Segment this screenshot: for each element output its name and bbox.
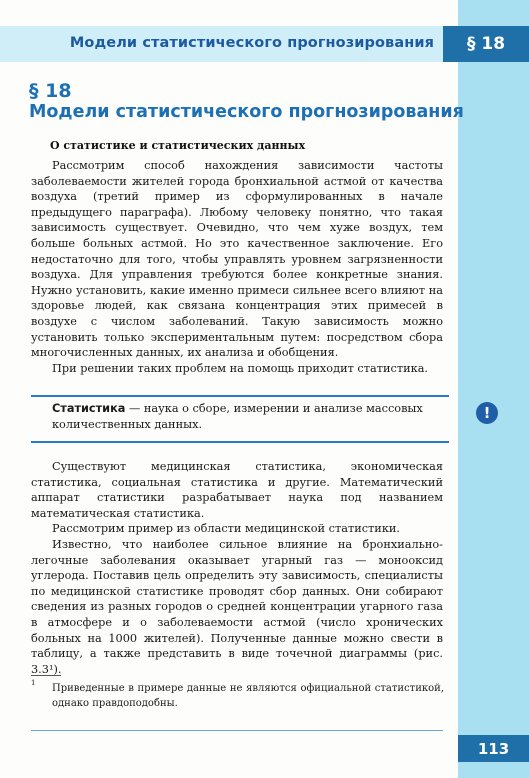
exclamation-icon: ! — [476, 402, 498, 424]
definition-text: — наука о сборе, измерении и анализе массовых количественных данных. — [52, 402, 423, 431]
paragraph: Известно, что наиболее сильное влияние на бронхиально-легочные заболевания оказывает угарный газ — монооксид углерода. Поставив цель определить эту зависимость, специалисты по медицинской статистике проводят сбор данных. Они собирают сведения из разных городов о средней концентрации угарного газа в атмосфере и о заболеваемости астмой (число хронических больных на 1000 жителей). Полученные данные можно свести в таблицу, а также представить в виде точечной диаграммы (рис. 3.3¹). — [31, 537, 443, 676]
paragraph: Рассмотрим способ нахождения зависимости частоты заболеваемости жителей города бронхиальной астмой от качества воздуха (третий пример из сформулированных в начале предыдущего параграфа). Любому человеку понятно, что такая зависимость существует. Очевидно, что чем хуже воздух, тем больше больных астмой. Но это качественное заключение. Его недостаточно для того, чтобы управлять уровнем загрязненности воздуха. Для управления требуются более конкретные знания. Нужно установить, какие именно примеси сильнее всего влияют на здоровье людей, как связана концентрация этих примесей в воздухе с числом заболеваний. Такую зависимость можно установить только экспериментальным путем: посредством сбора многочисленных данных, их анализа и обобщения. — [31, 159, 443, 360]
section-tab: § 18 — [443, 26, 529, 62]
definition-rule-top — [31, 395, 449, 397]
margin-strip — [458, 0, 529, 778]
body-block-2 — [31, 459, 443, 677]
footnote-rule — [31, 675, 61, 676]
section-number: § 18 — [29, 80, 72, 102]
bottom-rule — [31, 730, 443, 731]
page-number: 113 — [458, 735, 529, 762]
paragraph: Рассмотрим пример из области медицинской статистики. — [52, 522, 401, 536]
running-header-title: Модели статистического прогнозирования — [69, 35, 434, 51]
section-title: Модели статистического прогнозирования — [29, 102, 464, 122]
paragraph: Существуют медицинская статистика, экономическая статистика, социальная статистика и другие. Математический аппарат статистики разрабатывает наука под названием математическая статистика. — [31, 460, 443, 520]
definition-term: Статистика — [52, 402, 126, 415]
paragraph: При решении таких проблем на помощь приходит статистика. — [52, 361, 429, 375]
definition-rule-bottom — [31, 441, 449, 443]
body-block-1 — [31, 158, 443, 376]
footnote-text: Приведенные в примере данные не являются официальной статистикой, однако правдоподобны. — [52, 683, 444, 709]
subheading: О статистике и статистических данных — [50, 139, 306, 152]
footnote-mark: 1 — [31, 679, 36, 687]
definition-box — [52, 401, 432, 433]
